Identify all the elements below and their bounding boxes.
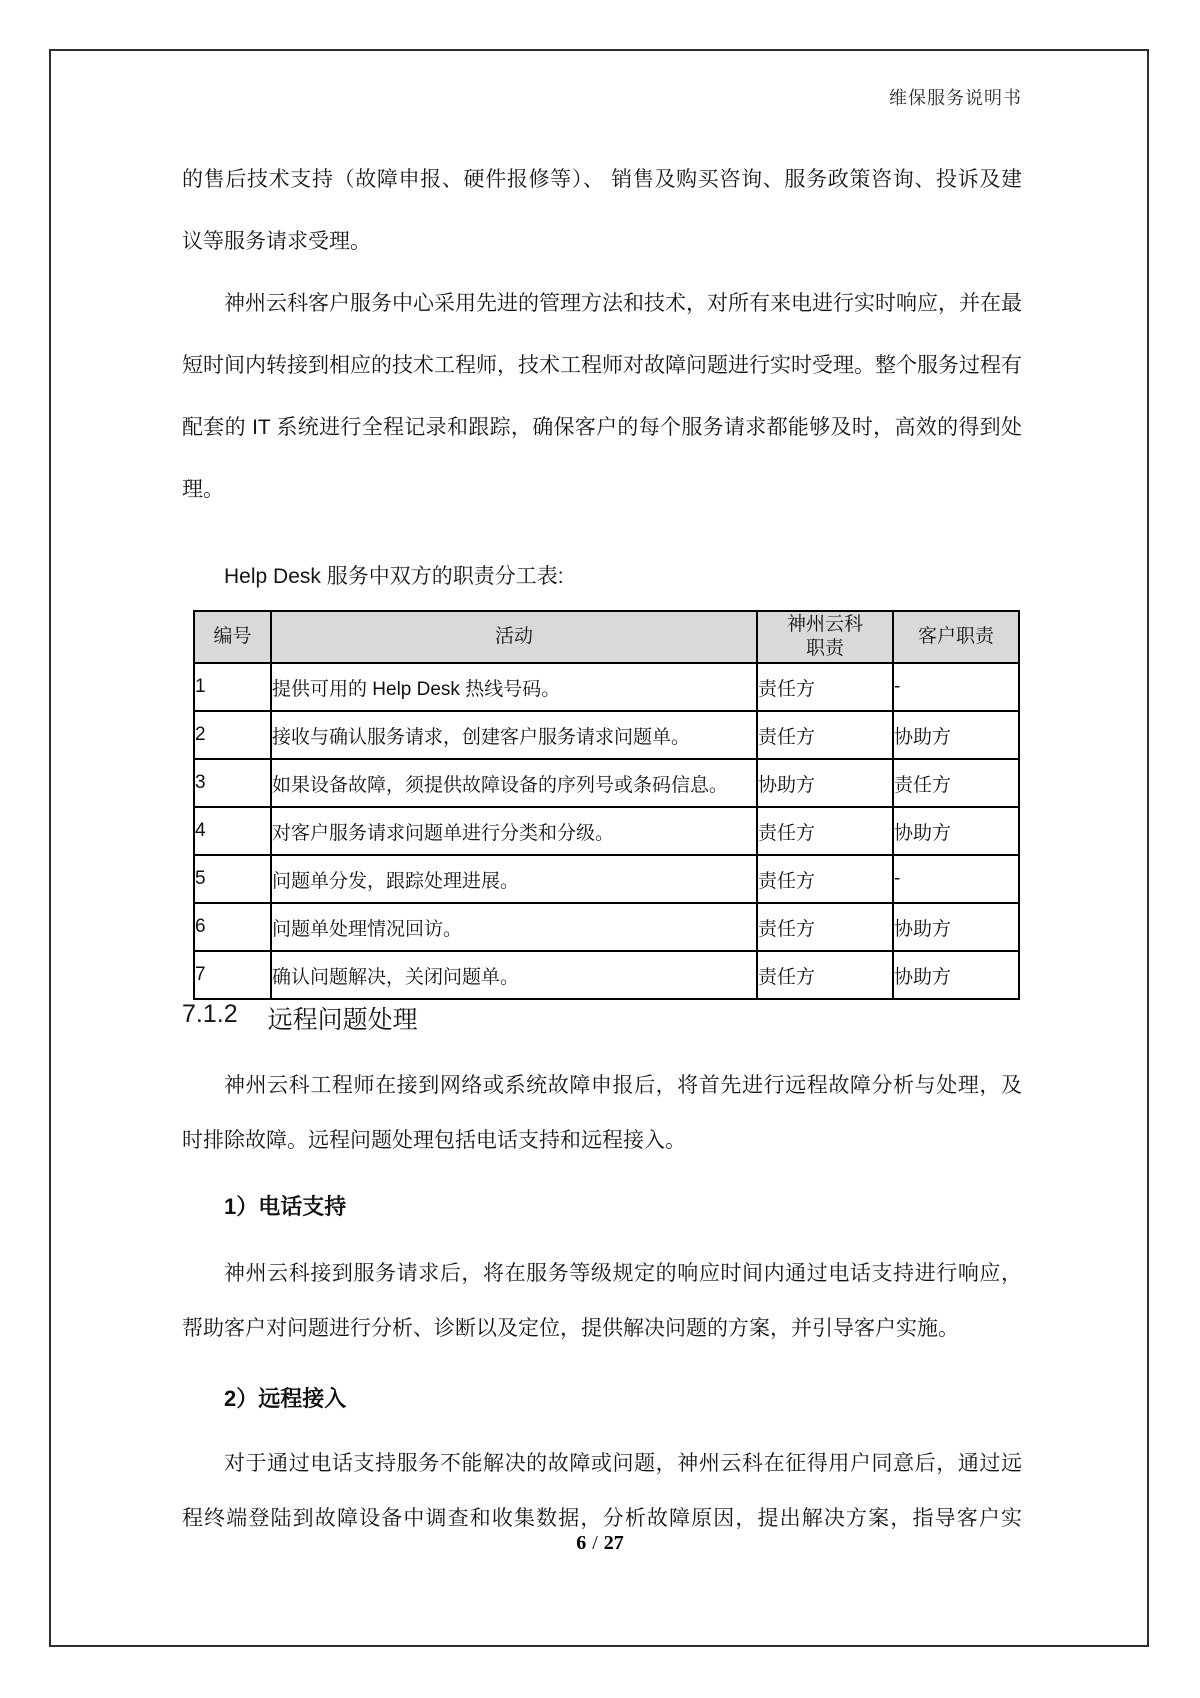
row-number-cell: 4 bbox=[194, 807, 271, 855]
row-activity-cell: 问题单处理情况回访。 bbox=[271, 903, 757, 951]
row-dck-cell: 责任方 bbox=[757, 855, 893, 903]
row-number-cell: 1 bbox=[194, 663, 271, 711]
table-row bbox=[194, 807, 1019, 855]
section-number: 7.1.2 bbox=[182, 1000, 238, 1028]
header-activity-cell: 活动 bbox=[271, 611, 757, 663]
row-activity-cell: 对客户服务请求问题单进行分类和分级。 bbox=[271, 807, 757, 855]
row-number-cell: 5 bbox=[194, 855, 271, 903]
row-activity-cell: 如果设备故障，须提供故障设备的序列号或条码信息。 bbox=[271, 759, 757, 807]
row-dck-cell: 责任方 bbox=[757, 711, 893, 759]
table-row bbox=[194, 951, 1019, 999]
header-dck-line1: 神州云科 bbox=[786, 614, 863, 635]
header-no-cell: 编号 bbox=[194, 611, 271, 663]
table-row bbox=[194, 903, 1019, 951]
section-title: 远程问题处理 bbox=[267, 1006, 418, 1034]
paragraph-line: 帮助客户对问题进行分析、诊断以及定位，提供解决问题的方案，并引导客户实施。 bbox=[182, 1317, 959, 1340]
row-number-cell: 2 bbox=[194, 711, 271, 759]
row-activity-cell: 接收与确认服务请求，创建客户服务请求问题单。 bbox=[271, 711, 757, 759]
subheading-remote-access: 2）远程接入 bbox=[224, 1386, 347, 1411]
row-dck-cell: 协助方 bbox=[757, 759, 893, 807]
responsibility-table bbox=[193, 610, 1020, 1000]
row-activity-cell: 提供可用的 Help Desk 热线号码。 bbox=[271, 663, 757, 711]
paragraph-line: 议等服务请求受理。 bbox=[182, 230, 371, 253]
row-dck-cell: 责任方 bbox=[757, 951, 893, 999]
paragraph-line: 短时间内转接到相应的技术工程师，技术工程师对故障问题进行实时受理。整个服务过程有 bbox=[182, 354, 1022, 377]
paragraph-line: 时排除故障。远程问题处理包括电话支持和远程接入。 bbox=[182, 1129, 686, 1152]
row-activity-cell: 问题单分发，跟踪处理进展。 bbox=[271, 855, 757, 903]
paragraph-line: 神州云科客户服务中心采用先进的管理方法和技术，对所有来电进行实时响应，并在最 bbox=[224, 292, 1022, 315]
paragraph-line: 配套的 IT 系统进行全程记录和跟踪，确保客户的每个服务请求都能够及时，高效的得到处 bbox=[182, 416, 1022, 439]
table-row bbox=[194, 663, 1019, 711]
row-number-cell: 7 bbox=[194, 951, 271, 999]
paragraph-line: 对于通过电话支持服务不能解决的故障或问题，神州云科在征得用户同意后，通过远 bbox=[224, 1452, 1022, 1475]
paragraph-line: 理。 bbox=[182, 478, 224, 501]
current-page-number: 6 bbox=[576, 1532, 587, 1554]
paragraph-line: 程终端登陆到故障设备中调查和收集数据，分析故障原因，提出解决方案，指导客户实 bbox=[182, 1507, 1022, 1530]
section-heading bbox=[182, 1000, 418, 1036]
header-dck-line2: 职责 bbox=[805, 638, 844, 659]
row-customer-cell: - bbox=[893, 855, 1019, 903]
total-page-number: 27 bbox=[603, 1532, 624, 1554]
row-number-cell: 3 bbox=[194, 759, 271, 807]
page-number-separator: / bbox=[592, 1532, 598, 1554]
row-customer-cell: 协助方 bbox=[893, 807, 1019, 855]
page-number-footer bbox=[0, 1532, 1200, 1555]
row-dck-cell: 责任方 bbox=[757, 807, 893, 855]
table-row bbox=[194, 855, 1019, 903]
table-row bbox=[194, 711, 1019, 759]
table-intro-line: Help Desk 服务中双方的职责分工表: bbox=[224, 565, 564, 588]
subheading-phone-support: 1）电话支持 bbox=[224, 1194, 347, 1219]
row-customer-cell: 责任方 bbox=[893, 759, 1019, 807]
paragraph-line: 神州云科工程师在接到网络或系统故障申报后，将首先进行远程故障分析与处理，及 bbox=[224, 1074, 1022, 1097]
row-customer-cell: - bbox=[893, 663, 1019, 711]
row-customer-cell: 协助方 bbox=[893, 951, 1019, 999]
table-header-row bbox=[194, 611, 1019, 663]
paragraph-line: 的售后技术支持（故障申报、硬件报修等）、 销售及购买咨询、服务政策咨询、投诉及建 bbox=[182, 168, 1022, 191]
row-customer-cell: 协助方 bbox=[893, 711, 1019, 759]
document-header-title: 维保服务说明书 bbox=[889, 88, 1022, 108]
row-customer-cell: 协助方 bbox=[893, 903, 1019, 951]
header-customer-cell: 客户职责 bbox=[893, 611, 1019, 663]
row-dck-cell: 责任方 bbox=[757, 663, 893, 711]
paragraph-line: 神州云科接到服务请求后，将在服务等级规定的响应时间内通过电话支持进行响应， bbox=[224, 1262, 1022, 1285]
row-dck-cell: 责任方 bbox=[757, 903, 893, 951]
row-activity-cell: 确认问题解决，关闭问题单。 bbox=[271, 951, 757, 999]
row-number-cell: 6 bbox=[194, 903, 271, 951]
header-dck-cell bbox=[757, 611, 893, 663]
table-row bbox=[194, 759, 1019, 807]
